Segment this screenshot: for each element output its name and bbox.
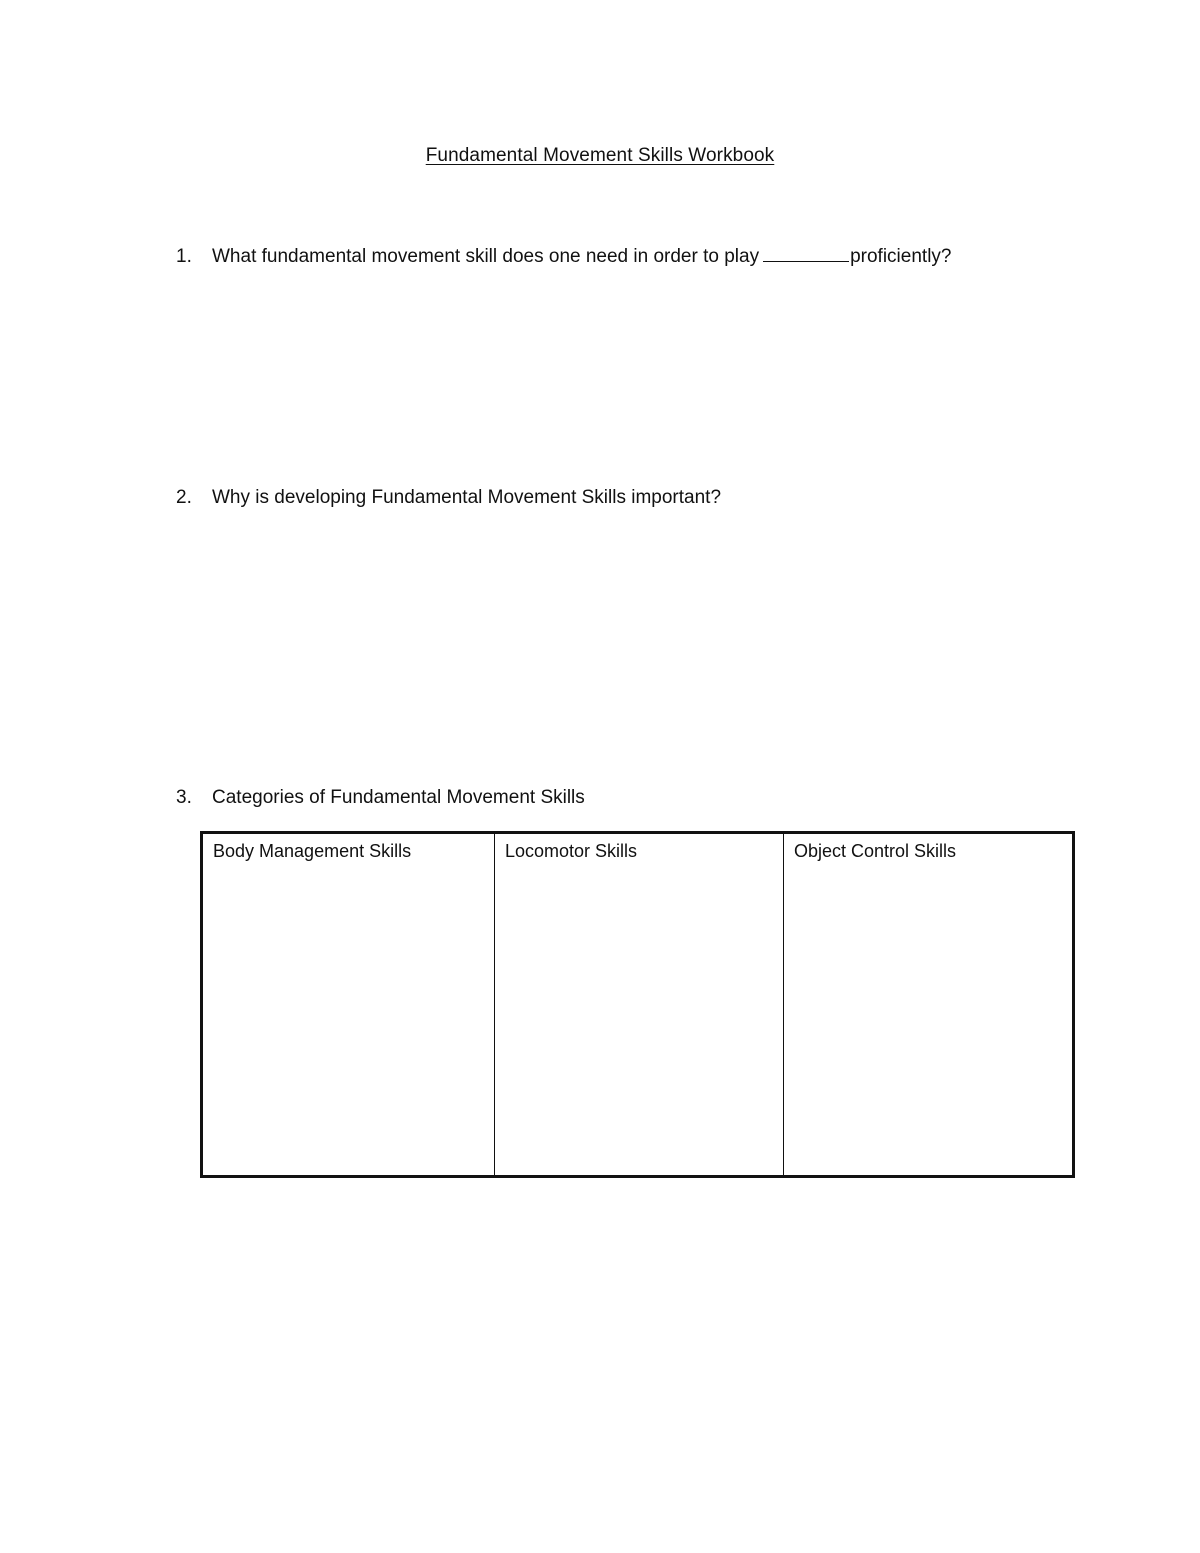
question-3 bbox=[176, 786, 585, 810]
question-text: Why is developing Fundamental Movement Skills important? bbox=[212, 487, 722, 508]
column-header: Locomotor Skills bbox=[505, 841, 638, 861]
object-control-cell[interactable] bbox=[784, 833, 1074, 1177]
body-management-cell[interactable] bbox=[202, 833, 495, 1177]
question-number: 2. bbox=[176, 487, 192, 508]
question-text: What fundamental movement skill does one need in order to play bbox=[212, 246, 760, 267]
question-1 bbox=[176, 245, 951, 269]
page-title: Fundamental Movement Skills Workbook bbox=[425, 145, 775, 166]
column-header: Body Management Skills bbox=[213, 841, 412, 861]
table-row bbox=[202, 833, 1074, 1177]
question-number: 3. bbox=[176, 787, 192, 808]
column-header: Object Control Skills bbox=[794, 841, 957, 861]
question-text-end: proficiently? bbox=[850, 246, 952, 267]
locomotor-cell[interactable] bbox=[495, 833, 784, 1177]
categories-table bbox=[200, 831, 1075, 1178]
fill-in-blank[interactable] bbox=[763, 245, 849, 262]
question-2 bbox=[176, 486, 721, 510]
question-text: Categories of Fundamental Movement Skills bbox=[212, 787, 585, 808]
question-number: 1. bbox=[176, 246, 192, 267]
